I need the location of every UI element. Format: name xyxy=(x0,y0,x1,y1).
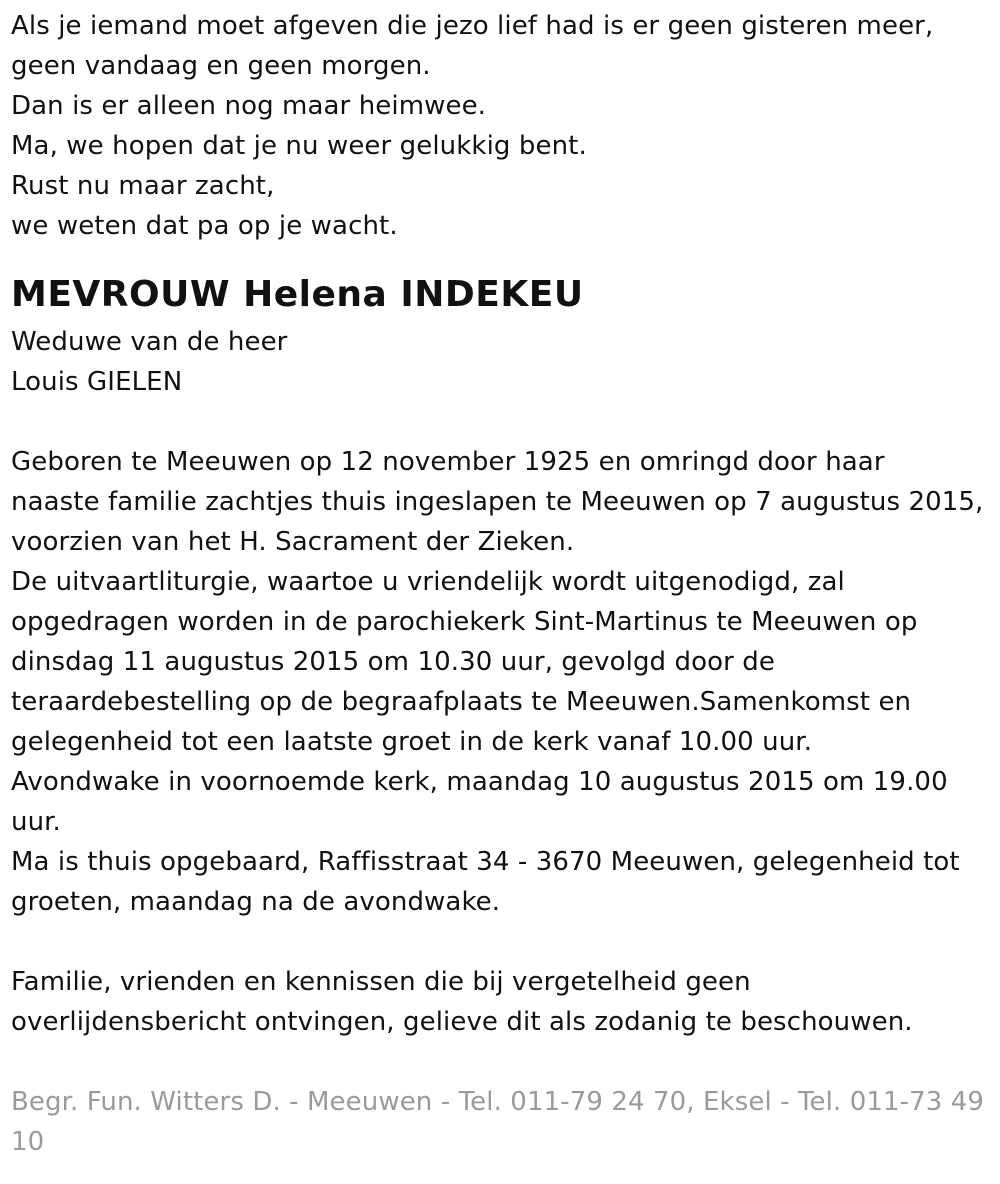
announcement-line: teraardebestelling op de begraafplaats te Meeuwen.Samenkomst en xyxy=(11,687,912,717)
poem xyxy=(11,6,990,246)
announcement-line: De uitvaartliturgie, waartoe u vriendelijk wordt uitgenodigd, zal xyxy=(11,567,845,597)
announcement xyxy=(11,442,990,922)
deceased-name: MEVROUW Helena INDEKEU xyxy=(11,274,584,315)
poem-line: Als je iemand moet afgeven die jezo lief had is er geen gisteren meer, xyxy=(11,11,934,41)
poem-line: geen vandaag en geen morgen. xyxy=(11,51,431,81)
poem-line: Dan is er alleen nog maar heimwee. xyxy=(11,91,487,121)
announcement-line: naaste familie zachtjes thuis ingeslapen te Meeuwen op 7 augustus 2015, xyxy=(11,487,984,517)
announcement-line: groeten, maandag na de avondwake. xyxy=(11,887,501,917)
spacer xyxy=(11,1042,990,1082)
poem-line: Rust nu maar zacht, xyxy=(11,171,275,201)
announcement-line: uur. xyxy=(11,807,61,837)
announcement-line: Avondwake in voornoemde kerk, maandag 10 augustus 2015 om 19.00 xyxy=(11,767,948,797)
announcement-line: gelegenheid tot een laatste groet in de kerk vanaf 10.00 uur. xyxy=(11,727,813,757)
footer-line: 10 xyxy=(11,1127,45,1157)
spouse-name: Louis GIELEN xyxy=(11,367,183,397)
notice-line: Familie, vrienden en kennissen die bij vergetelheid geen xyxy=(11,967,751,997)
funeral-home-footer xyxy=(11,1082,990,1162)
spacer xyxy=(11,922,990,962)
announcement-line: voorzien van het H. Sacrament der Zieken. xyxy=(11,527,575,557)
notice xyxy=(11,962,990,1042)
poem-line: Ma, we hopen dat je nu weer gelukkig bent. xyxy=(11,131,587,161)
notice-line: overlijdensbericht ontvingen, gelieve dit als zodanig te beschouwen. xyxy=(11,1007,913,1037)
poem-line: we weten dat pa op je wacht. xyxy=(11,211,398,241)
relation-line: Weduwe van de heer xyxy=(11,327,288,357)
announcement-line: Geboren te Meeuwen op 12 november 1925 en omringd door haar xyxy=(11,447,885,477)
spacer xyxy=(11,402,990,442)
announcement-line: opgedragen worden in de parochiekerk Sint-Martinus te Meeuwen op xyxy=(11,607,918,637)
announcement-line: Ma is thuis opgebaard, Raffisstraat 34 - 3670 Meeuwen, gelegenheid tot xyxy=(11,847,960,877)
announcement-line: dinsdag 11 augustus 2015 om 10.30 uur, gevolgd door de xyxy=(11,647,775,677)
footer-line: Begr. Fun. Witters D. - Meeuwen - Tel. 011-79 24 70, Eksel - Tel. 011-73 49 xyxy=(11,1087,985,1117)
